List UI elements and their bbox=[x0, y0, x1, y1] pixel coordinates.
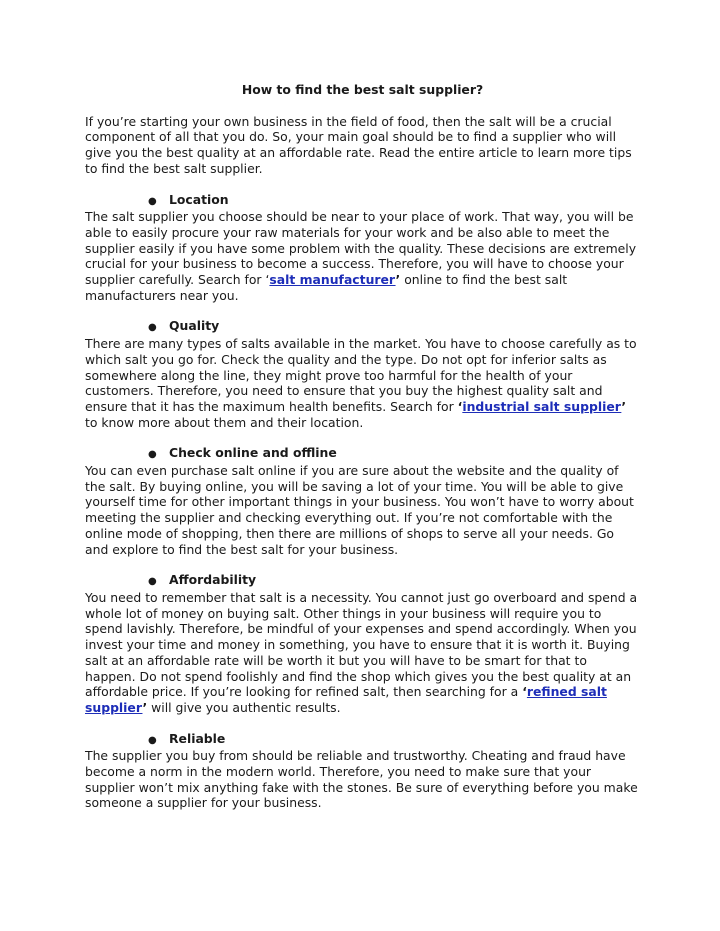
bullet-icon: ● bbox=[148, 734, 157, 746]
bullet-icon: ● bbox=[148, 449, 157, 461]
section-heading-label: Check online and offline bbox=[169, 445, 337, 461]
section-heading-label: Affordability bbox=[169, 572, 257, 588]
bullet-icon: ● bbox=[148, 195, 157, 207]
refined-salt-supplier-link[interactable]: refined salt supplier bbox=[85, 684, 607, 715]
open-quote: ‘ bbox=[457, 398, 463, 414]
section-body-text: There are many types of salts available in the market. You have to choose carefully as to which salt you go for. Check the quality and the type. Do not opt for inferior salts as somewhere along the line, they might prove too harmful for the health of your customers. Therefore, you need to ensure that you buy the highest quality salt and ensure that it has the maximum health benefits. Search for bbox=[85, 336, 637, 414]
salt-manufacturer-link[interactable]: salt manufacturer bbox=[269, 272, 396, 288]
document-title: How to find the best salt supplier? bbox=[241, 82, 484, 97]
section-heading bbox=[85, 318, 640, 336]
section-body-text: will give you authentic results. bbox=[147, 699, 341, 715]
section-quality bbox=[85, 318, 640, 430]
open-quote: ‘ bbox=[522, 684, 527, 700]
bullet-icon: ● bbox=[148, 576, 157, 588]
intro-paragraph: If you’re starting your own business in the field of food, then the salt will be a crucial component of all that you do. So, your main goal should be to find a supplier who will give you the best quality at an affordable rate. Read the entire article to learn more tips to find the best salt supplier. bbox=[85, 113, 632, 176]
section-body: You can even purchase salt online if you are sure about the website and the quality of the salt. By buying online, you will be saving a lot of your time. You will be able to give yourself time for other important things in your business. You won’t have to worry about meeting the supplier and checking everything out. If you’re not comfortable with the online mode of shopping, then there are millions of shops to serve all your needs. Go and explore to find the best salt for your business. bbox=[85, 463, 634, 557]
section-heading-label: Reliable bbox=[169, 730, 226, 746]
section-reliable bbox=[85, 731, 640, 812]
close-quote: ’ bbox=[142, 699, 148, 715]
document-page bbox=[85, 82, 640, 826]
section-location bbox=[85, 192, 640, 304]
section-body bbox=[85, 590, 640, 716]
industrial-salt-supplier-link[interactable]: industrial salt supplier bbox=[462, 398, 622, 414]
section-body-text: online to find the best salt manufacturers near you. bbox=[85, 272, 568, 303]
section-body-text: You need to remember that salt is a necessity. You cannot just go overboard and spend a whole lot of money on buying salt. Other things in your business will require you to spend lavishly. Therefore, be mindful of your expenses and spend accordingly. When you invest your time and money in something, you have to ensure that it is worth it. Buying salt at an affordable rate will be worth it but you will have to be smart for that to happen. Do not spend foolishly and find the shop which gives you the best quality at an affordable price. If you’re looking for refined salt, then searching for a bbox=[85, 589, 638, 700]
section-heading bbox=[85, 445, 640, 463]
close-quote: ’ bbox=[621, 398, 627, 414]
section-body bbox=[85, 336, 640, 430]
section-body-text: The salt supplier you choose should be near to your place of work. That way, you will be able to easily procure your raw materials for your work and be also able to meet the supplier easily if you have some problem with the quality. These decisions are extremely crucial for your business to become a success. Therefore, you will have to choose your supplier carefully. Search for bbox=[85, 209, 637, 288]
section-heading bbox=[85, 572, 640, 590]
section-body bbox=[85, 209, 640, 303]
section-heading bbox=[85, 731, 640, 749]
section-heading bbox=[85, 192, 640, 210]
close-quote: ’ bbox=[395, 272, 401, 288]
section-body: The supplier you buy from should be reliable and trustworthy. Cheating and fraud have become a norm in the modern world. Therefore, you need to make sure that your supplier won’t mix anything fake with the stones. Be sure of everything before you make someone a supplier for your business. bbox=[85, 748, 638, 811]
bullet-icon: ● bbox=[148, 322, 157, 334]
section-body-text: to know more about them and their location. bbox=[85, 414, 364, 430]
section-affordability bbox=[85, 572, 640, 715]
section-check-online-offline bbox=[85, 445, 640, 557]
section-heading-label: Location bbox=[169, 191, 229, 207]
open-quote: ‘ bbox=[265, 272, 270, 288]
section-heading-label: Quality bbox=[169, 318, 220, 334]
